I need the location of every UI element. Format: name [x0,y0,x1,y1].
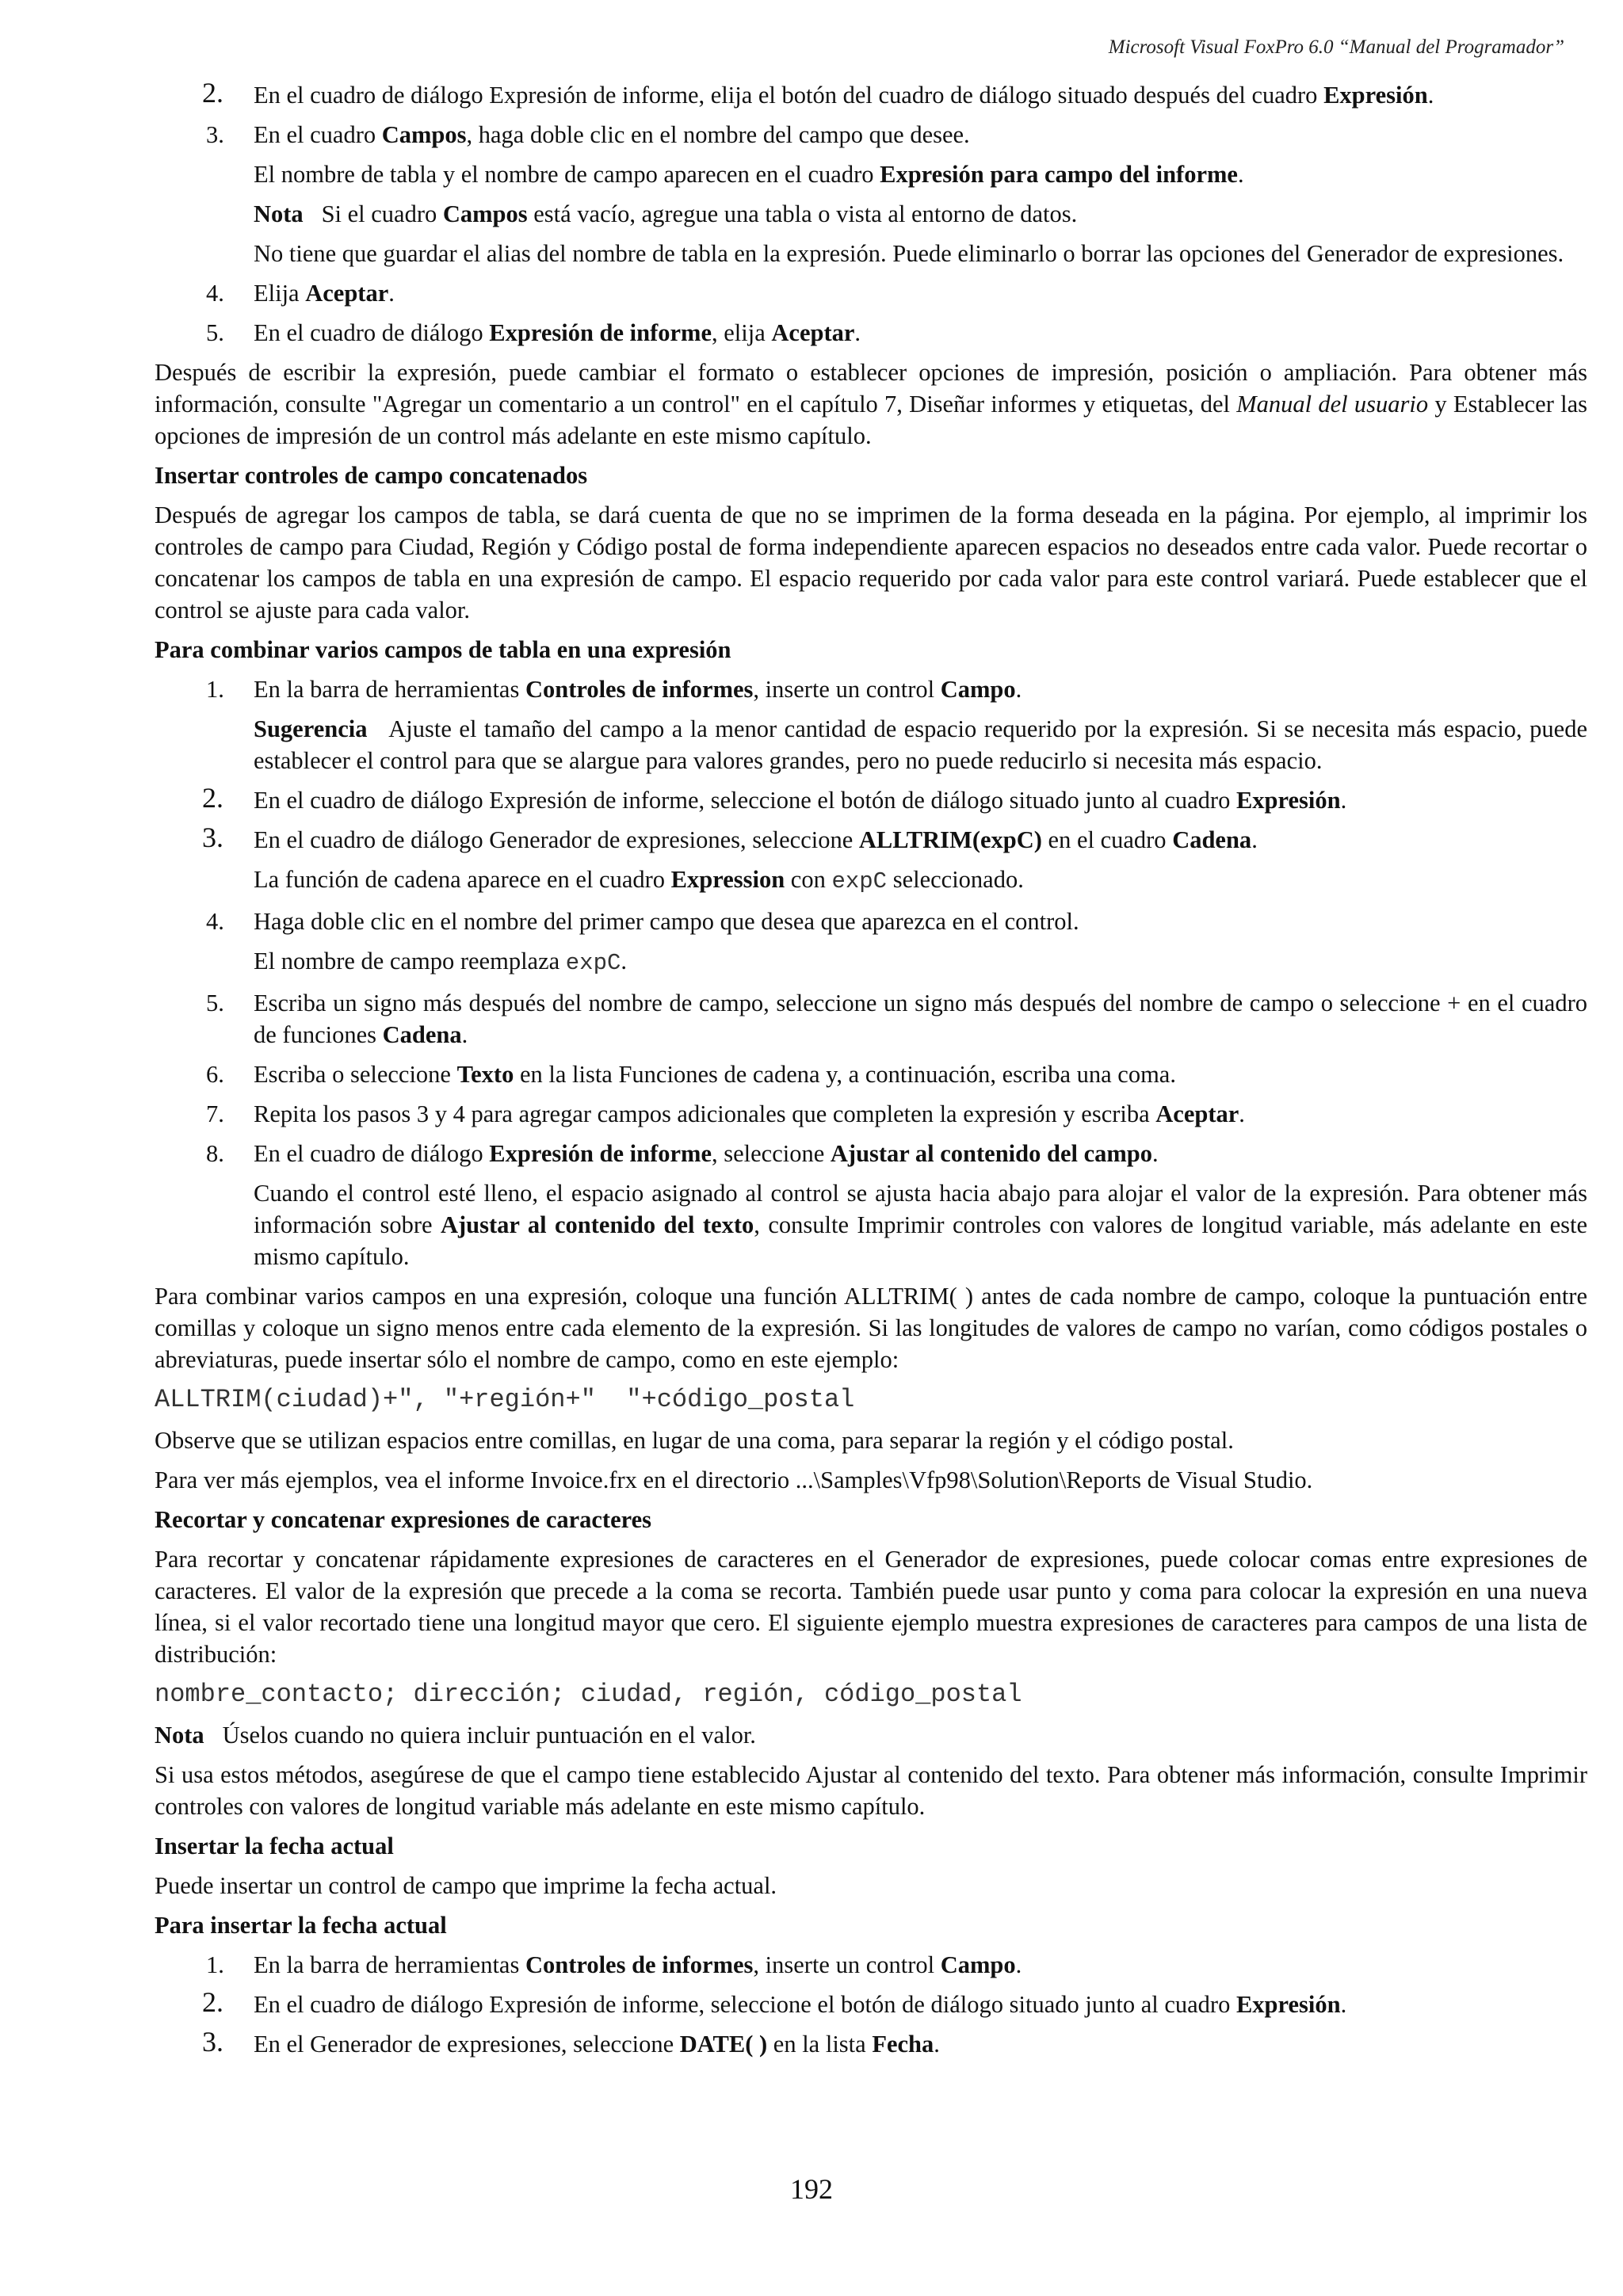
step-number: 6. [206,1061,224,1088]
step-text: , seleccione [712,1140,831,1167]
procedure-heading: Para combinar varios campos de tabla en una expresión [155,636,731,663]
list-item: 5. En el cuadro de diálogo Expresión de informe, elija Aceptar. [155,317,1587,349]
page-number: 192 [790,2173,833,2205]
tip [155,713,1587,776]
step-text: En el cuadro de diálogo Expresión de informe, elija el botón del cuadro de diálogo situado después del cuadro [254,82,1324,109]
step-text: En el cuadro de diálogo [254,319,490,346]
bold-term: Expression [670,866,785,893]
note-label: Nota [254,200,304,227]
list-item: 2. En el cuadro de diálogo Expresión de informe, seleccione el botón de diálogo situado junto al cuadro Expresión. [202,782,1347,814]
list-item: 8. En el cuadro de diálogo Expresión de informe, seleccione Ajustar al contenido del campo. [155,1138,1587,1169]
step-detail: No tiene que guardar el alias del nombre de tabla en la expresión. Puede eliminarlo o borrar las opciones del Generador de expresiones. [254,240,1564,267]
step-text: en el cuadro [1041,826,1173,853]
paragraph: Para ver más ejemplos, vea el informe Invoice.frx en el directorio ...\Samples\Vfp98\Solution\Reports de Visual Studio. [155,1466,1313,1493]
list-item: 1. En la barra de herramientas Controles de informes, inserte un control Campo. [155,673,1587,705]
section-heading: Recortar y concatenar expresiones de caracteres [155,1506,652,1533]
italic-title: Manual del usuario [1236,391,1429,418]
step-number: 2. [202,782,223,814]
step-text: , haga doble clic en el nombre del campo que desee. [466,121,970,148]
step-number: 3. [202,822,223,853]
step-text: En el cuadro de diálogo [254,1140,490,1167]
step-number: 1. [206,676,224,703]
list-item [155,906,1587,937]
list-item [155,119,1587,151]
step-text: Elija [254,280,306,307]
paragraph: Puede insertar un control de campo que imprime la fecha actual. [155,1872,777,1899]
bold-term: Campo [940,1951,1016,1978]
procedure-heading: Para insertar la fecha actual [155,1912,447,1939]
tip-label: Sugerencia [254,715,368,742]
inline-code: expC [565,950,621,976]
running-header: Microsoft Visual FoxPro 6.0 “Manual del Programador” [1108,36,1564,58]
step-text: en la lista Funciones de cadena y, a continuación, escriba una coma. [514,1061,1176,1088]
list-item: 1. En la barra de herramientas Controles de informes, inserte un control Campo. [155,1949,1587,1981]
section-heading: Insertar la fecha actual [155,1833,394,1859]
step-text: En el cuadro de diálogo Expresión de informe, seleccione el botón de diálogo situado junto al cuadro [254,1991,1236,2018]
note-label: Nota [155,1722,204,1749]
step-number: 3. [206,121,224,148]
bold-term: Expresión [1235,1991,1341,2018]
bold-term: Campo [940,676,1016,703]
bold-term: Fecha [872,2031,934,2058]
step-number: 2. [202,1986,223,2018]
list-item: 4. Elija Aceptar. [155,277,1587,309]
bold-term: Aceptar [771,319,855,346]
list-item: 7. Repita los pasos 3 y 4 para agregar campos adicionales que completen la expresión y escriba Aceptar. [155,1098,1587,1130]
list-item: 2. En el cuadro de diálogo Expresión de informe, seleccione el botón de diálogo situado junto al cuadro Expresión. [202,1986,1347,2018]
paragraph-text: y Establecer las opciones de impresión de un control más adelante en este mismo capítulo. [155,391,1587,449]
step-number: 4. [206,280,224,307]
bold-term: Texto [456,1061,514,1088]
bold-term: Expresión de informe [489,1140,712,1167]
detail-text: La función de cadena aparece en el cuadro [254,866,671,893]
bold-term: Ajustar al contenido del texto [441,1211,754,1238]
step-text: , elija [712,319,772,346]
inline-code: expC [831,868,888,894]
paragraph: Después de agregar los campos de tabla, se dará cuenta de que no se imprimen de la forma deseada en la página. Por ejemplo, al imprimir los controles de campo para Ciudad, Región y Código postal de forma independiente aparecen espacios no deseados entre cada valor. Puede recortar o concatenar los campos de tabla en una expresión de campo. El espacio requerido por cada valor para este control variará. Puede establecer que el control se ajuste para cada valor. [155,502,1587,624]
bold-term: Expresión para campo del informe [880,161,1238,188]
bold-term: Controles de informes [525,1951,754,1978]
paragraph [155,357,1587,452]
note-text: Si el cuadro [321,200,443,227]
step-number: 5. [206,990,224,1016]
note [155,1719,1587,1751]
bold-term: Aceptar [1155,1100,1239,1127]
bold-term: ALLTRIM(expC) [858,826,1042,853]
step-number: 1. [206,1951,224,1978]
detail-text: con [785,866,832,893]
list-item: 3. En el cuadro de diálogo Generador de expresiones, seleccione ALLTRIM(expC) en el cuadro Cadena. [202,822,1258,853]
step-detail [155,864,1587,898]
page-content [155,79,1587,2068]
step-text: En el cuadro de diálogo Expresión de informe, seleccione el botón de diálogo situado junto al cuadro [254,787,1236,814]
detail-text: Cuando el control esté lleno, el espacio asignado al control se ajusta hacia abajo para alojar el valor de la expresión. Para obtener más información sobre [254,1180,1587,1238]
note-text: Úselos cuando no quiera incluir puntuación en el valor. [222,1722,756,1749]
bold-term: Ajustar al contenido del campo [830,1140,1152,1167]
step-detail: El nombre de tabla y el nombre de campo aparecen en el cuadro Expresión para campo del informe. [254,161,1244,188]
list-item [155,1058,1587,1090]
detail-text: El nombre de tabla y el nombre de campo aparecen en el cuadro [254,161,880,188]
code-example: ALLTRIM(ciudad)+", "+región+" "+código_postal [155,1385,855,1414]
bold-term: Cadena [1172,826,1252,853]
note [155,198,1587,230]
bold-term: Expresión [1323,82,1428,109]
step-text: en la lista [767,2031,873,2058]
bold-term: DATE( ) [679,2031,768,2058]
bold-term: Controles de informes [525,676,754,703]
list-item: 2. En el cuadro de diálogo Expresión de informe, elija el botón del cuadro de diálogo situado después del cuadro Expresión. [202,77,1434,109]
note-text: está vacío, agregue una tabla o vista al entorno de datos. [527,200,1078,227]
step-text: En la barra de herramientas [254,676,525,703]
step-number: 3. [202,2026,223,2058]
step-text: En el cuadro [254,121,382,148]
bold-term: Aceptar [305,280,389,307]
step-detail: El nombre de campo reemplaza expC. [254,948,628,976]
bold-term: Cadena [382,1021,462,1048]
step-text: , inserte un control [753,676,941,703]
bold-term: Expresión [1235,787,1341,814]
step-text: , inserte un control [753,1951,941,1978]
step-detail [155,1177,1587,1272]
step-text: Escriba un signo más después del nombre de campo, seleccione un signo más después del nombre de campo o seleccione + en el cuadro de funciones [254,990,1587,1048]
list-item: 5. Escriba un signo más después del nombre de campo, seleccione un signo más después del nombre de campo o seleccione + en el cuadro de funciones Cadena. [155,987,1587,1051]
detail-text: , consulte Imprimir controles con valores de longitud variable, más adelante en este mismo capítulo. [254,1211,1587,1270]
list-item: 3. En el Generador de expresiones, seleccione DATE( ) en la lista Fecha. [202,2026,940,2058]
step-number: 8. [206,1140,224,1167]
paragraph: Para recortar y concatenar rápidamente expresiones de caracteres en el Generador de expresiones, puede colocar comas entre expresiones de caracteres. El valor de la expresión que precede a la coma se recorta. También puede usar punto y coma para colocar la expresión en una nueva línea, si el valor recortado tiene una longitud mayor que cero. El siguiente ejemplo muestra expresiones de caracteres para campos de una lista de distribución: [155,1546,1587,1668]
step-text: En el cuadro de diálogo Generador de expresiones, seleccione [254,826,859,853]
step-text: Repita los pasos 3 y 4 para agregar campos adicionales que completen la expresión y escriba [254,1100,1156,1127]
step-number: 5. [206,319,224,346]
paragraph-text: Después de escribir la expresión, puede cambiar el formato o establecer opciones de impresión, posición o ampliación. Para obtener más información, consulte "Agregar un comentario a un control" en el capítulo 7, Diseñar informes y etiquetas, del [155,359,1587,418]
detail-text: seleccionado. [887,866,1024,893]
paragraph: Si usa estos métodos, asegúrese de que el campo tiene establecido Ajustar al contenido del texto. Para obtener más información, consulte Imprimir controles con valores de longitud variable más adelante en este mismo capítulo. [155,1761,1587,1820]
step-text: Escriba o seleccione [254,1061,457,1088]
step-number: 2. [202,77,223,109]
paragraph: Para combinar varios campos en una expresión, coloque una función ALLTRIM( ) antes de cada nombre de campo, coloque la puntuación entre comillas y coloque un signo menos entre cada elemento de la expresión. Si las longitudes de valores de campo no varían, como códigos postales o abreviaturas, puede insertar sólo el nombre de campo, como en este ejemplo: [155,1283,1587,1373]
section-heading: Insertar controles de campo concatenados [155,462,588,489]
paragraph: Observe que se utilizan espacios entre comillas, en lugar de una coma, para separar la región y el código postal. [155,1427,1234,1454]
bold-term: Campos [442,200,528,227]
bold-term: Expresión de informe [489,319,712,346]
bold-term: Campos [381,121,467,148]
tip-text: Ajuste el tamaño del campo a la menor cantidad de espacio requerido por la expresión. Si se necesita más espacio, puede establecer el control para que se alargue para valores grandes, pero no puede reducirlo si necesita más espacio. [254,715,1587,774]
detail-text: El nombre de campo reemplaza [254,948,566,974]
step-text: En el Generador de expresiones, seleccione [254,2031,680,2058]
step-number: 4. [206,908,224,935]
step-text: En la barra de herramientas [254,1951,525,1978]
step-number: 7. [206,1100,224,1127]
code-example: nombre_contacto; dirección; ciudad, región, código_postal [155,1680,1022,1709]
step-text: Haga doble clic en el nombre del primer campo que desea que aparezca en el control. [254,908,1079,935]
